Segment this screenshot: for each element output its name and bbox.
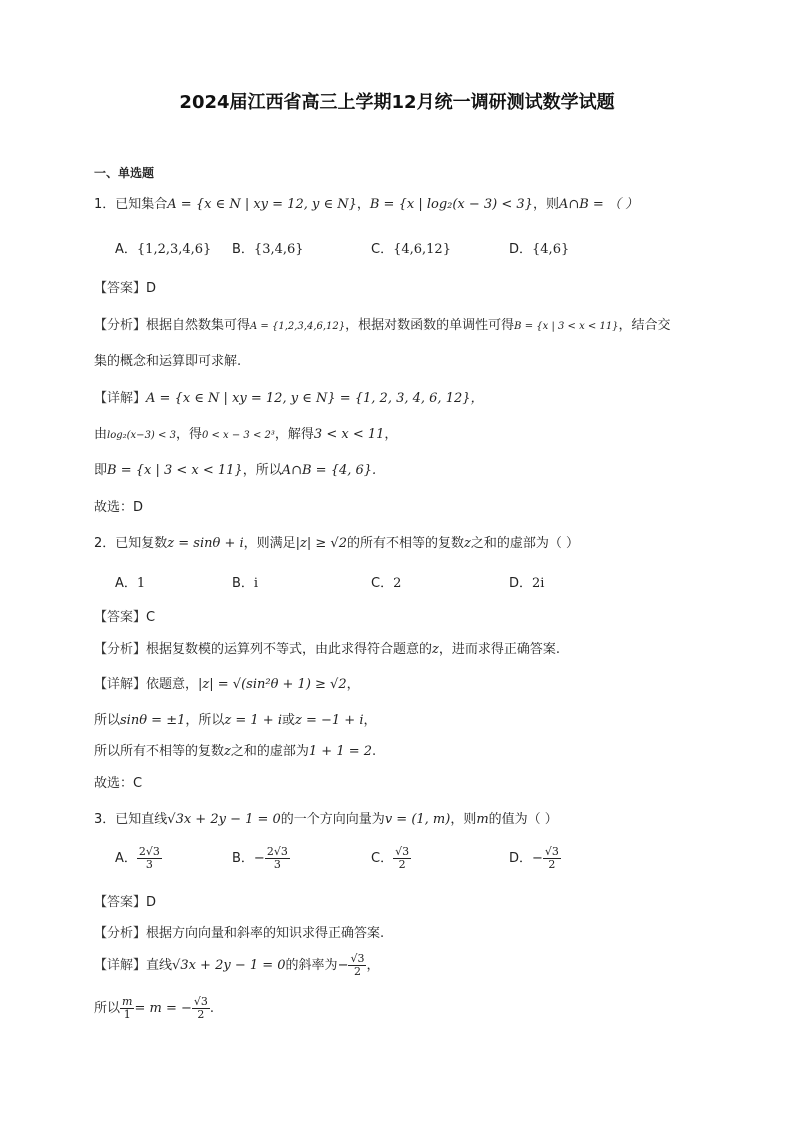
q2-answer: 【答案】C <box>94 610 156 625</box>
q2-option-d: D．2i <box>509 576 545 591</box>
q2-option-a: A．1 <box>115 576 146 591</box>
q1-set-a: A = {x ∈ N | xy = 12, y ∈ N} <box>167 197 357 212</box>
q1-set-b: B = {x | log₂(x − 3) < 3} <box>369 197 533 212</box>
q1-detail-line-1: 【详解】A = {x ∈ N | xy = 12, y ∈ N} = {1, 2, 3, 4, 6, 12}， <box>94 391 484 406</box>
q1-analysis-line-1: 【分析】根据自然数集可得A = {1,2,3,4,6,12}，根据对数函数的单调性可得B = {x | 3 < x < 11}，结合交 <box>94 318 671 333</box>
q1-option-c: C．{4,6,12} <box>371 242 451 257</box>
q1-stem-prefix: 1．已知集合 <box>94 197 168 212</box>
q3-detail-line-1: 【详解】直线√3x + 2y − 1 = 0的斜率为− $\frac{√3}{2}$ ， <box>94 952 380 978</box>
q3-option-b: B．− $\frac{2√3}{3}$ <box>232 845 288 871</box>
q3-detail-line-2: 所以 $\frac{m}{1}$ = m = − $\frac{√3}{2}$ . <box>94 995 215 1021</box>
q2-stem: 2．已知复数z = sinθ + i，则满足|z| ≥ √2的所有不相等的复数z之和的虚部为（ ） <box>94 536 579 551</box>
q1-option-d: D．{4,6} <box>509 242 570 257</box>
q3-answer: 【答案】D <box>94 895 157 910</box>
q1-analysis-line-2: 集的概念和运算即可求解. <box>94 354 242 369</box>
q2-detail-line-1: 【详解】依题意，|z| = √(sin²θ + 1) ≥ √2， <box>94 677 360 692</box>
q3-option-a: A． $\frac{2√3}{3}$ <box>115 845 160 871</box>
q3-stem: 3．已知直线√3x + 2y − 1 = 0的一个方向向量为v = (1, m)，则m的值为（ ） <box>94 812 558 827</box>
q2-option-b: B．i <box>232 576 259 591</box>
q3-option-c: C． $\frac{√3}{2}$ <box>371 845 410 871</box>
q1-option-a: A．{1,2,3,4,6} <box>115 242 212 257</box>
q1-stem-suffix: ，则 <box>532 197 559 212</box>
q1-detail-line-3: 即B = {x | 3 < x < 11}，所以A∩B = {4, 6}. <box>94 463 377 478</box>
q2-choose: 故选：C <box>94 776 143 791</box>
q2-detail-line-3: 所以所有不相等的复数z之和的虚部为1 + 1 = 2. <box>94 744 377 759</box>
q3-option-d: D．− $\frac{√3}{2}$ <box>509 845 559 871</box>
q2-option-c: C．2 <box>371 576 402 591</box>
q2-analysis: 【分析】根据复数模的运算列不等式，由此求得符合题意的z，进而求得正确答案. <box>94 642 561 657</box>
q1-stem <box>94 193 638 212</box>
q1-choose: 故选：D <box>94 500 144 515</box>
q2-detail-line-2: 所以sinθ = ±1，所以z = 1 + i或z = −1 + i， <box>94 713 377 728</box>
document-title: 2024届江西省高三上学期12月统一调研测试数学试题 <box>179 92 615 113</box>
q1-answer: 【答案】D <box>94 281 157 296</box>
q1-ask: A∩B = （ ） <box>558 197 639 212</box>
section-heading: 一、单选题 <box>94 166 155 180</box>
q1-detail-line-2: 由log₂(x−3) < 3，得0 < x − 3 < 2³，解得3 < x < 11， <box>94 427 398 442</box>
q1-option-b: B．{3,4,6} <box>232 242 304 257</box>
q3-analysis: 【分析】根据方向向量和斜率的知识求得正确答案. <box>94 926 385 941</box>
q1-sep: ， <box>356 197 370 212</box>
